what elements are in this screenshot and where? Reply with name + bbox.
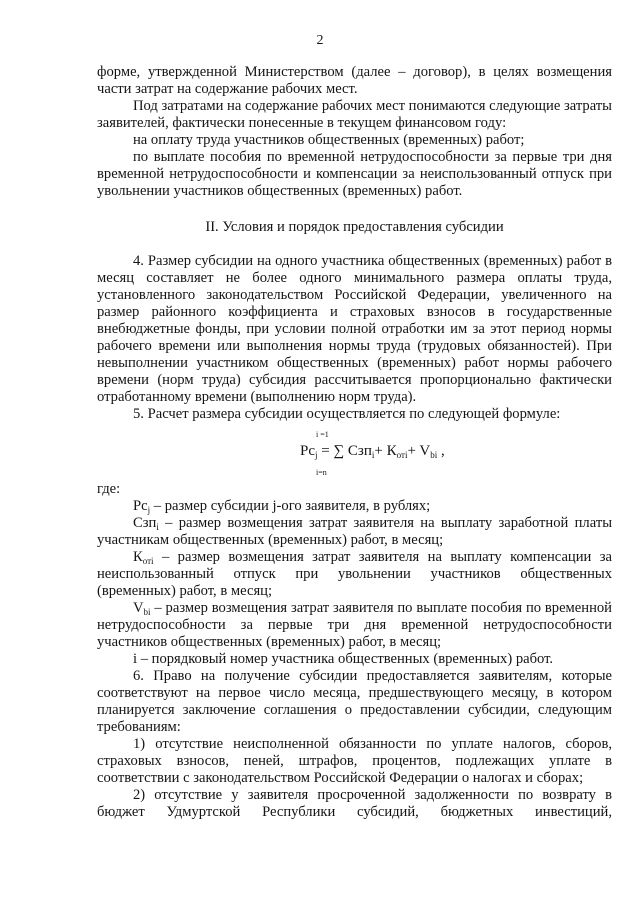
requirement-2-line-2: бюджет Удмуртской Республики субсидий, бюджетных инвестиций,: [97, 804, 612, 820]
page-number: 2: [316, 33, 324, 48]
definition-item: $К_{отi}$ – размер возмещения затрат заявителя на выплату компенсации за неиспользованный отпуск при увольнении участников общественных (временных) работ, в месяц;: [97, 549, 612, 599]
formula-expression: $Pc_j$ = ∑ $Сзп_i+ К_{отi}+ V_{bi}$ ,: [300, 443, 445, 460]
definition-item: Сзп$_i$ – размер возмещения затрат заявителя на выплату заработной платы участникам общественных (временных) работ, в месяц;: [97, 515, 612, 548]
clause-6: 6. Право на получение субсидии предоставляется заявителям, которые соответствуют на первое число месяца, предшествующего месяцу, в котором планируется заключение соглашения о предоставлении субсидии, следующим требованиям:: [97, 668, 612, 735]
intro-paragraph: [97, 64, 612, 98]
clause-4-block: [97, 253, 612, 423]
subsidy-formula: [300, 431, 500, 481]
requirement-2-line-1: 2) отсутствие у заявителя просроченной задолженности по возврату в: [133, 787, 612, 803]
cost-item-2: по выплате пособия по временной нетрудоспособности за первые три дня временной нетрудоспособности и компенсации за неиспользованный отпуск при увольнении участников общественных (временных) работ.: [97, 149, 612, 199]
definition-item: i – порядковый номер участника общественных (временных) работ.: [133, 651, 554, 667]
definition-item: $Рс_j$ – размер субсидии j-ого заявителя, в рублях;: [133, 498, 431, 515]
requirement-1: 1) отсутствие неисполненной обязанности по уплате налогов, сборов, страховых взносов, пеней, штрафов, процентов, подлежащих уплате в соответствии с законодательством Российской Федерации о налогах и сборах;: [97, 736, 612, 786]
formula-lower-limit: i=n: [316, 468, 327, 477]
formula-upper-limit: i =1: [316, 430, 329, 439]
definitions-block: [97, 481, 612, 821]
clause-4: 4. Размер субсидии на одного участника общественных (временных) работ в месяц составляет не более одного минимального размера оплаты труда, установленного законодательством Российской Федерации, увеличенного на размер районного коэффициента и страховых взносов в государственные внебюджетные фонды, при условии полной отработки им за этот период нормы рабочего времени или выполнения нормы труда (трудовых обязанностей). При невыполнении участником общественных (временных) работ нормы рабочего времени (норм труда) субсидия рассчитывается пропорционально фактически отработанному времени (выполнению норм труда).: [97, 253, 612, 405]
cost-item-1: на оплату труда участников общественных (временных) работ;: [133, 132, 525, 148]
costs-block: [97, 98, 612, 200]
where-label: где:: [97, 481, 121, 497]
intro-line-2: части затрат на содержание рабочих мест.: [97, 81, 358, 97]
costs-paragraph: Под затратами на содержание рабочих мест понимаются следующие затраты заявителей, фактически понесенные в текущем финансовом году:: [97, 98, 612, 131]
section-heading: II. Условия и порядок предоставления субсидии: [205, 219, 504, 235]
intro-line-1: форме, утвержденной Министерством (далее – договор), в целях возмещения: [97, 64, 612, 80]
definition-item: $V_{bi}$ – размер возмещения затрат заявителя по выплате пособия по временной нетрудоспособности за первые три дня временной нетрудоспособности участников общественных (временных) работ, в месяц;: [97, 600, 612, 650]
clause-5: 5. Расчет размера субсидии осуществляется по следующей формуле:: [133, 406, 561, 422]
